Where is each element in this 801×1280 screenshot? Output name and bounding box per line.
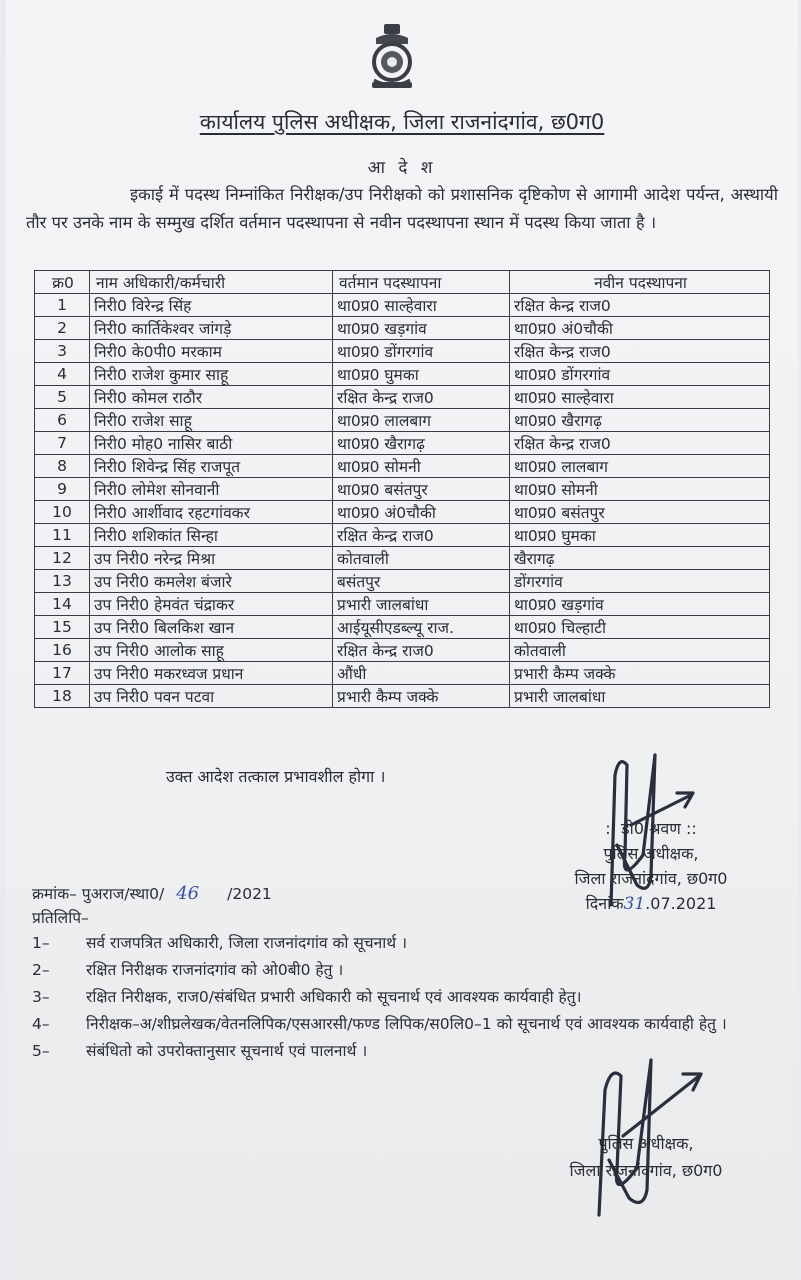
table-row [35, 478, 770, 501]
serial-cell: 13 [35, 570, 90, 593]
serial-cell: 18 [35, 685, 90, 708]
new-posting-cell: था0प्र0 अं0चौकी [510, 317, 770, 340]
reference-handwritten-number: 46 [176, 883, 200, 904]
date-day-handwritten: 31 [623, 894, 646, 914]
copy-text: संबंधितो को उपरोक्तानुसार सूचनार्थ एवं पालनार्थ । [86, 1042, 368, 1060]
new-posting-cell: प्रभारी जालबांधा [510, 685, 770, 708]
table-row [35, 386, 770, 409]
current-posting-cell: था0प्र0 डोंगरगांव [333, 340, 510, 363]
serial-cell: 3 [35, 340, 90, 363]
order-heading: आ दे श [367, 158, 437, 178]
copy-label: प्रतिलिपि– [32, 909, 89, 927]
serial-cell: 5 [35, 386, 90, 409]
name-cell: उप निरी0 मकरध्वज प्रधान [90, 662, 333, 685]
table-row [35, 317, 770, 340]
current-posting-cell: रक्षित केन्द्र राज0 [333, 639, 510, 662]
serial-cell: 2 [35, 317, 90, 340]
name-cell: निरी0 शशिकांत सिन्हा [90, 524, 333, 547]
order-paragraph: इकाई में पदस्थ निम्नांकित निरीक्षक/उप निरीक्षको को प्रशासनिक दृष्टिकोण से आगामी आदेश पर्यन्त, अस्थायी तौर पर उनके नाम के सम्मुख दर्शित वर्तमान पदस्थापना से नवीन पदस्थापना स्थान में पदस्थ किया जाता है । [26, 185, 778, 232]
name-cell: उप निरी0 बिलकिश खान [90, 616, 333, 639]
table-row [35, 340, 770, 363]
new-posting-cell: रक्षित केन्द्र राज0 [510, 340, 770, 363]
new-posting-cell: था0प्र0 साल्हेवारा [510, 386, 770, 409]
copy-list [32, 932, 778, 1067]
serial-cell: 14 [35, 593, 90, 616]
serial-cell: 8 [35, 455, 90, 478]
serial-cell: 7 [35, 432, 90, 455]
current-posting-cell: था0प्र0 बसंतपुर [333, 478, 510, 501]
current-posting-cell: रक्षित केन्द्र राज0 [333, 524, 510, 547]
copy-text: रक्षित निरीक्षक, राज0/संबंधित प्रभारी अधिकारी को सूचनार्थ एवं आवश्यक कार्यवाही हेतु। [86, 988, 582, 1006]
table-row [35, 593, 770, 616]
table-header-row [35, 271, 770, 294]
serial-cell: 4 [35, 363, 90, 386]
table-row [35, 570, 770, 593]
current-posting-cell: था0प्र0 अं0चौकी [333, 501, 510, 524]
new-posting-cell: था0प्र0 चिल्हाटी [510, 616, 770, 639]
copy-item [32, 959, 778, 981]
table-row [35, 685, 770, 708]
new-posting-cell: प्रभारी कैम्प जक्के [510, 662, 770, 685]
new-posting-cell: रक्षित केन्द्र राज0 [510, 294, 770, 317]
current-posting-cell: था0प्र0 घुमका [333, 363, 510, 386]
copy-number: 5– [32, 1042, 50, 1060]
copy-item [32, 1040, 778, 1062]
order-date [546, 891, 756, 917]
reference-suffix: /2021 [227, 885, 272, 903]
copy-item [32, 1013, 778, 1035]
signatory-block [546, 816, 756, 917]
copy-text: रक्षित निरीक्षक राजनांदगांव को ओ0बी0 हेतु । [86, 961, 344, 979]
effective-note: उक्त आदेश तत्काल प्रभावशील होगा । [166, 767, 386, 786]
current-posting-cell: था0प्र0 सोमनी [333, 455, 510, 478]
current-posting-cell: प्रभारी कैम्प जक्के [333, 685, 510, 708]
signatory-district: जिला राजनांदगांव, छ0ग0 [574, 869, 728, 888]
new-posting-cell: था0प्र0 सोमनी [510, 478, 770, 501]
current-posting-cell: था0प्र0 साल्हेवारा [333, 294, 510, 317]
name-cell: निरी0 विरेन्द्र सिंह [90, 294, 333, 317]
new-posting-cell: था0प्र0 घुमका [510, 524, 770, 547]
serial-cell: 16 [35, 639, 90, 662]
name-cell: निरी0 कार्तिकेश्वर जांगड़े [90, 317, 333, 340]
new-posting-cell: कोतवाली [510, 639, 770, 662]
bottom-signatory-block [536, 1130, 756, 1184]
table-row [35, 524, 770, 547]
name-cell: उप निरी0 कमलेश बंजारे [90, 570, 333, 593]
table-row [35, 363, 770, 386]
name-cell: निरी0 लोमेश सोनवानी [90, 478, 333, 501]
serial-cell: 6 [35, 409, 90, 432]
table-row [35, 547, 770, 570]
table-row [35, 409, 770, 432]
new-posting-cell: था0प्र0 खैरागढ़ [510, 409, 770, 432]
table-row [35, 501, 770, 524]
copy-item [32, 986, 778, 1008]
bottom-designation: पुलिस अधीक्षक, [598, 1134, 694, 1153]
serial-cell: 10 [35, 501, 90, 524]
current-posting-cell: प्रभारी जालबांधा [333, 593, 510, 616]
police-emblem-icon [364, 22, 420, 92]
copy-text: सर्व राजपत्रित अधिकारी, जिला राजनांदगांव को सूचनार्थ । [86, 934, 407, 952]
name-cell: निरी0 आर्शीवाद रहटगांवकर [90, 501, 333, 524]
copy-item [32, 932, 778, 954]
reference-prefix: क्रमांक– पुअराज/स्था0/ [32, 885, 165, 903]
name-cell: उप निरी0 हेमवंत चंद्राकर [90, 593, 333, 616]
date-rest: .07.2021 [645, 894, 717, 913]
copy-number: 4– [32, 1015, 50, 1033]
name-cell: निरी0 मोह0 नासिर बाठी [90, 432, 333, 455]
col-current-header: वर्तमान पदस्थापना [333, 271, 510, 294]
date-label: दिनांक [585, 894, 624, 913]
office-title: कार्यालय पुलिस अधीक्षक, जिला राजनांदगांव, छ0ग0 [199, 110, 605, 134]
table-row [35, 662, 770, 685]
postings-table [34, 270, 770, 708]
current-posting-cell: औंधी [333, 662, 510, 685]
col-name-header: नाम अधिकारी/कर्मचारी [90, 271, 333, 294]
table-row [35, 639, 770, 662]
new-posting-cell: रक्षित केन्द्र राज0 [510, 432, 770, 455]
new-posting-cell: था0प्र0 खड़गांव [510, 593, 770, 616]
name-cell: निरी0 शिवेन्द्र सिंह राजपूत [90, 455, 333, 478]
new-posting-cell: खैरागढ़ [510, 547, 770, 570]
table-row [35, 616, 770, 639]
new-posting-cell: था0प्र0 लालबाग [510, 455, 770, 478]
copy-number: 3– [32, 988, 50, 1006]
copy-number: 2– [32, 961, 50, 979]
signatory-designation: पुलिस अधीक्षक, [603, 844, 699, 863]
current-posting-cell: रक्षित केन्द्र राज0 [333, 386, 510, 409]
name-cell: निरी0 कोमल राठौर [90, 386, 333, 409]
name-cell: उप निरी0 पवन पटवा [90, 685, 333, 708]
name-cell: उप निरी0 नरेन्द्र मिश्रा [90, 547, 333, 570]
table-row [35, 294, 770, 317]
table-row [35, 455, 770, 478]
serial-cell: 12 [35, 547, 90, 570]
serial-cell: 9 [35, 478, 90, 501]
serial-cell: 17 [35, 662, 90, 685]
name-cell: निरी0 राजेश कुमार साहू [90, 363, 333, 386]
name-cell: उप निरी0 आलोक साहू [90, 639, 333, 662]
col-serial-header: क्र0 [35, 271, 90, 294]
current-posting-cell: था0प्र0 खड़गांव [333, 317, 510, 340]
new-posting-cell: था0प्र0 डोंगरगांव [510, 363, 770, 386]
reference-number [32, 882, 272, 904]
current-posting-cell: आईयूसीएडब्ल्यू राज. [333, 616, 510, 639]
document-sheet [6, 0, 798, 1280]
copy-text: निरीक्षक–अ/शीघ्रलेखक/वेतनलिपिक/एसआरसी/फण्ड लिपिक/स0लि0–1 को सूचनार्थ एवं आवश्यक कार्यवाही हेतु । [86, 1015, 727, 1033]
serial-cell: 11 [35, 524, 90, 547]
bottom-district: जिला राजनांदगांव, छ0ग0 [569, 1161, 723, 1180]
signatory-name: :: डी0 श्रवण :: [605, 819, 697, 838]
new-posting-cell: था0प्र0 बसंतपुर [510, 501, 770, 524]
current-posting-cell: कोतवाली [333, 547, 510, 570]
new-posting-cell: डोंगरगांव [510, 570, 770, 593]
current-posting-cell: था0प्र0 लालबाग [333, 409, 510, 432]
serial-cell: 1 [35, 294, 90, 317]
serial-cell: 15 [35, 616, 90, 639]
col-new-header: नवीन पदस्थापना [510, 271, 770, 294]
name-cell: निरी0 के0पी0 मरकाम [90, 340, 333, 363]
copy-number: 1– [32, 934, 50, 952]
current-posting-cell: था0प्र0 खैरागढ़ [333, 432, 510, 455]
name-cell: निरी0 राजेश साहू [90, 409, 333, 432]
current-posting-cell: बसंतपुर [333, 570, 510, 593]
table-row [35, 432, 770, 455]
